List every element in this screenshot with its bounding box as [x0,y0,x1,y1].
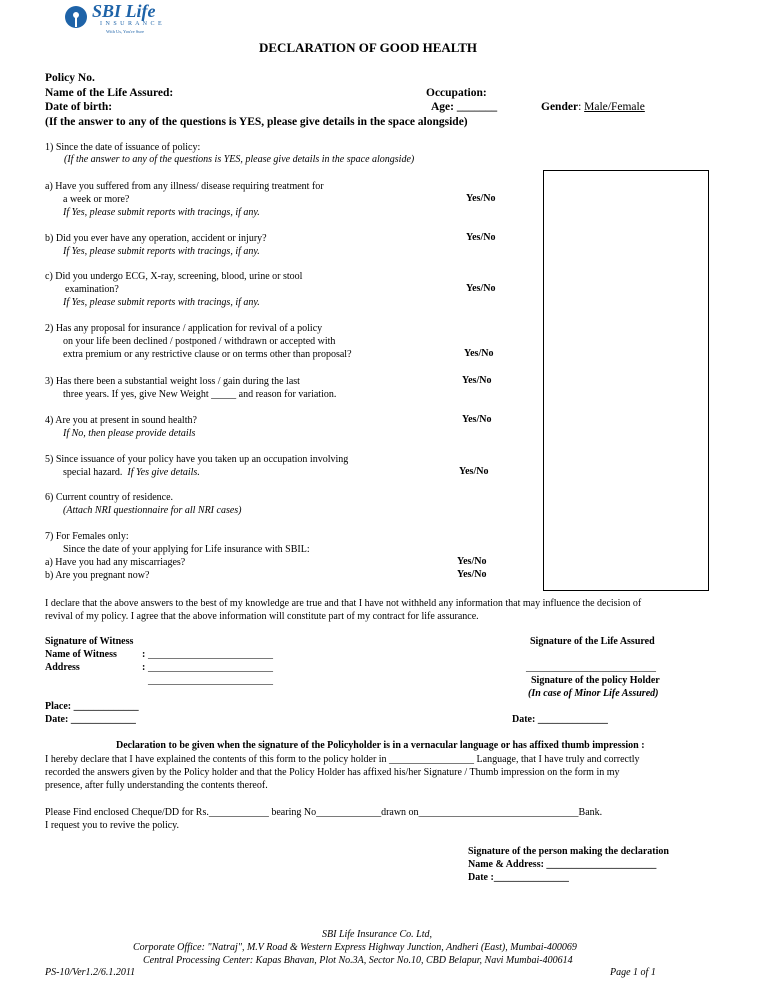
footer-cpc: Central Processing Center: Kapas Bhavan, Plot No.3A, Sector No.10, CBD Belapur, Navi Mumbai-400614 [143,955,573,966]
question-a: a) Have you suffered from any illness/ disease requiring treatment for [45,181,324,192]
gender-field: Gender: Male/Female [541,101,645,113]
life-assured-signature-label: Signature of the Life Assured [530,636,655,647]
witness-address-label: Address [45,662,80,673]
question-2-yes-no[interactable]: Yes/No [464,348,494,359]
question-2-line2: on your life been declined / postponed / withdrawn or accepted with [63,336,336,347]
question-c-note: If Yes, please submit reports with tracings, if any. [63,297,260,308]
age-field: Age: _______ [431,101,498,113]
declaration-line2: revival of my policy. I agree that the above information will constitute part of my contract for life assurance. [45,611,479,622]
logo-tagline: With Us, You're Sure [106,29,145,34]
q1-intro: 1) Since the date of issuance of policy: [45,142,201,153]
question-b: b) Did you ever have any operation, accident or injury? [45,233,267,244]
witness-name-label: Name of Witness [45,649,117,660]
question-5-note: If Yes give details. [127,467,200,478]
cheque-line: Please Find enclosed Cheque/DD for Rs.____________ bearing No_____________drawn on________________________________Bank. [45,807,603,818]
witness-address-field-2[interactable]: _________________________ [148,675,273,686]
vernacular-line1: I hereby declare that I have explained the contents of this form to the policy holder in _________________ Language, that I have truly and correctly [45,754,640,765]
assured-date-field[interactable]: Date: ______________ [512,714,608,725]
minor-note: (In case of Minor Life Assured) [528,688,659,699]
header-instruction: (If the answer to any of the questions is YES, please give details in the space alongside) [45,116,468,128]
logo-sub: I N S U R A N C E [100,21,163,27]
question-7b-yes-no[interactable]: Yes/No [457,569,487,580]
question-4-yes-no[interactable]: Yes/No [462,414,492,425]
question-2: 2) Has any proposal for insurance / application for revival of a policy [45,323,323,334]
question-c-line2: examination? [65,284,119,295]
question-7a: a) Have you had any miscarriages? [45,557,186,568]
declarant-signature-label: Signature of the person making the declaration [468,846,669,857]
witness-name-colon: : [142,649,146,660]
declarant-name-address[interactable]: Name & Address: ______________________ [468,859,657,870]
sbi-logo-icon [64,5,88,29]
policy-no-label: Policy No. [45,72,95,84]
question-3-yes-no[interactable]: Yes/No [462,375,492,386]
vernacular-heading: Declaration to be given when the signature of the Policyholder is in a vernacular language or has affixed thumb impression : [116,740,645,751]
policy-holder-signature-label: Signature of the policy Holder [531,675,660,686]
declarant-date[interactable]: Date :_______________ [468,872,569,883]
logo-brand: SBI Life [92,1,156,21]
question-c-yes-no[interactable]: Yes/No [466,283,496,294]
footer-page-number: Page 1 of 1 [610,967,656,978]
question-4: 4) Are you at present in sound health? [45,415,197,426]
vernacular-line3: presence, after fully understanding the contents thereof. [45,780,268,791]
question-7: 7) For Females only: [45,531,129,542]
revive-request: I request you to revive the policy. [45,820,180,831]
footer-corporate-office: Corporate Office: "Natraj", M.V Road & Western Express Highway Junction, Andheri (East), Mumbai-400069 [133,942,577,953]
question-2-line3: extra premium or any restrictive clause or on terms other than proposal? [63,349,352,360]
question-a-line2: a week or more? [63,194,130,205]
question-6-note: (Attach NRI questionnaire for all NRI cases) [63,505,242,516]
question-b-note: If Yes, please submit reports with tracings, if any. [63,246,260,257]
details-box[interactable] [543,170,709,591]
place-field[interactable]: Place: _____________ [45,701,139,712]
occupation-label: Occupation: [426,87,487,99]
question-5-line2 [63,466,200,479]
witness-signature-label: Signature of Witness [45,636,134,647]
footer-form-code: PS-10/Ver1.2/6.1.2011 [45,967,136,978]
question-7-line2: Since the date of your applying for Life insurance with SBIL: [63,544,310,555]
question-a-note: If Yes, please submit reports with tracings, if any. [63,207,260,218]
question-a-yes-no[interactable]: Yes/No [466,193,496,204]
question-5: 5) Since issuance of your policy have you taken up an occupation involving [45,454,349,465]
question-5-yes-no[interactable]: Yes/No [459,466,489,477]
vernacular-line2: recorded the answers given by the Policy holder and that the Policy Holder has affixed his/her Signature / Thumb impression on the form in my [45,767,620,778]
declaration-line1: I declare that the above answers to the best of my knowledge are true and that I have not withheld any information that may influence the decision of [45,598,642,609]
question-6: 6) Current country of residence. [45,492,174,503]
question-7a-yes-no[interactable]: Yes/No [457,556,487,567]
witness-address-field[interactable]: _________________________ [148,662,273,673]
company-logo [64,3,184,33]
witness-date-field[interactable]: Date: _____________ [45,714,136,725]
question-7b: b) Are you pregnant now? [45,570,150,581]
page-title: DECLARATION OF GOOD HEALTH [259,40,478,55]
question-5-line2a: special hazard. [63,467,123,478]
q1-instruction: (If the answer to any of the questions is YES, please give details in the space alongside) [64,154,415,165]
witness-address-colon: : [142,662,146,673]
question-3: 3) Has there been a substantial weight loss / gain during the last [45,376,300,387]
question-c: c) Did you undergo ECG, X-ray, screening, blood, urine or stool [45,271,303,282]
question-4-note: If No, then please provide details [63,428,196,439]
question-b-yes-no[interactable]: Yes/No [466,232,496,243]
gender-label: Gender [541,101,579,113]
footer-company: SBI Life Insurance Co. Ltd, [322,929,432,940]
life-assured-signature-line[interactable]: __________________________ [526,662,656,673]
gender-options: Male/Female [584,101,645,113]
question-3-line2: three years. If yes, give New Weight _____ and reason for variation. [63,389,337,400]
life-assured-name-label: Name of the Life Assured: [45,87,174,99]
witness-name-field[interactable]: _________________________ [148,649,273,660]
dob-label: Date of birth: [45,101,113,113]
